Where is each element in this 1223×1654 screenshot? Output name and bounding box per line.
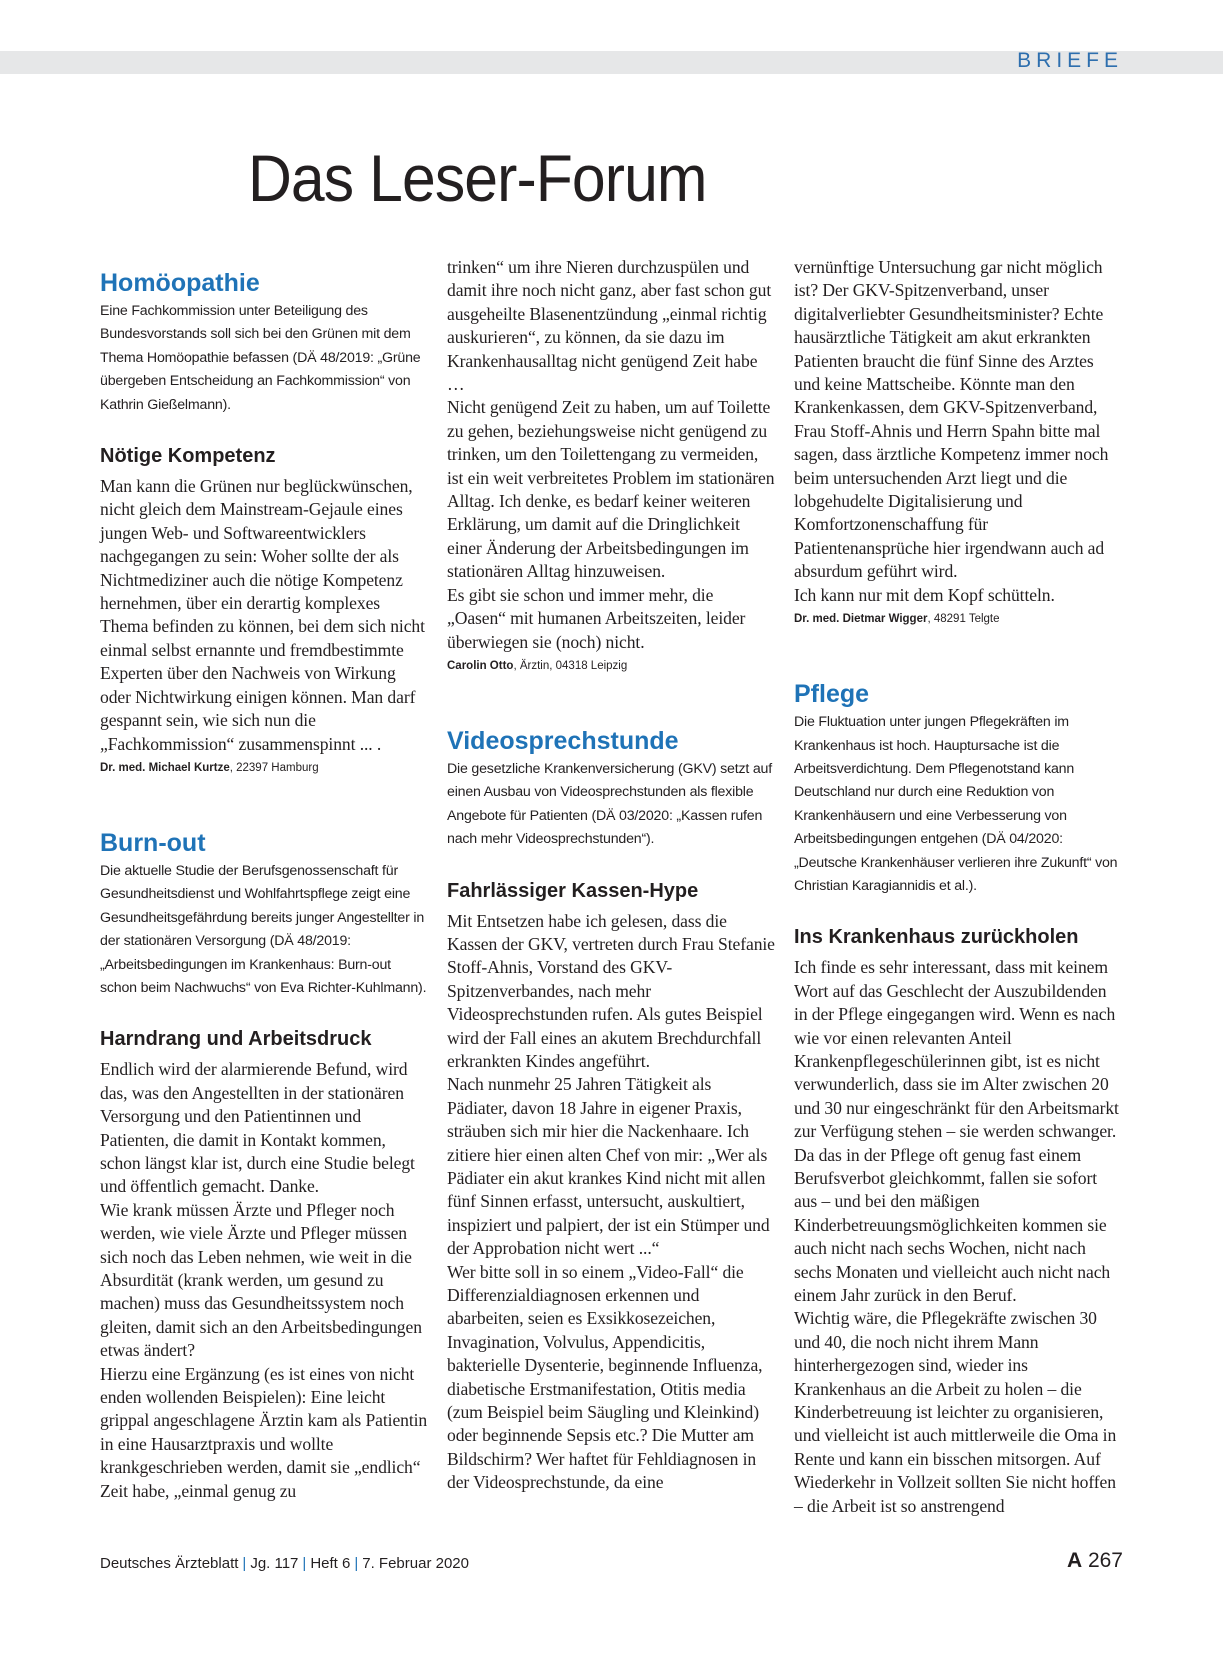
column-2 — [447, 256, 775, 1495]
separator: | — [354, 1555, 359, 1572]
journal-name: Deutsches Ärzteblatt — [100, 1555, 239, 1572]
topic-intro: Die gesetzliche Krankenversicherung (GKV) setzt auf einen Ausbau von Videosprechstunden als flexible Angebote für Patienten (DÄ 03/2020: „Kassen rufen nach mehr Videosprechstunden“). — [447, 760, 772, 848]
topic-heading: Videosprechstunde — [447, 726, 679, 755]
separator: | — [242, 1555, 247, 1572]
topic-heading: Burn-out — [100, 828, 206, 857]
page-number-value: 267 — [1087, 1549, 1123, 1572]
signature-location: , 22397 Hamburg — [229, 761, 319, 774]
page-number — [1067, 1549, 1123, 1573]
letter-signature — [447, 656, 775, 676]
letter-body: vernünftige Untersuchung gar nicht möglich ist? Der GKV-Spitzenverband, unser digitalverliebter Gesundheitsminister? Echte hausärztliche Tätigkeit am akut erkrankten Patienten braucht die fünf Sinne des Arztes und keine Mattscheibe. Könnte man den Krankenkassen, dem GKV-Spitzenverband, Frau Stoff-Ahnis und Herrn Spahn bitte mal sagen, dass ärztliche Kompetenz immer noch beim untersuchenden Arzt liegt und die lobgehudelte Digitalisierung und Komfortzonenschaffung für Patientenansprüche hier irgendwann auch ad absurdum geführt wird. — [794, 257, 1109, 582]
letter-body: Hierzu eine Ergänzung (es ist eines von nicht enden wollenden Beispielen): Eine leicht grippal angeschlagene Ärztin kam als Patientin in eine Hausarztpraxis und wollte krankgeschrieben werden, damit sie „endlich“ Zeit habe, „einmal genug zu — [100, 1363, 428, 1501]
letter-body: Ich finde es sehr interessant, dass mit keinem Wort auf das Geschlecht der Auszubildenden in der Pflege eingegangen wird. Wenn es nach wie vor einen relevanten Anteil Krankenpflegeschülerinnen gibt, ist es nicht verwunderlich, dass sie im Alter zwischen 20 und 30 nur eingeschränkt für den Arbeitsmarkt zur Verfügung stehen – sie werden schwanger. Da das in der Pflege oft genug fast einem Berufsverbot gleichkommt, fallen sie sofort aus – und bei den mäßigen Kinderbetreuungsmöglichkeiten kommen sie auch nicht nach sechs Wochen, nicht nach sechs Monaten und vielleicht auch nicht nach einem Jahr zurück in den Beruf. — [794, 957, 1119, 1306]
letter-title: Harndrang und Arbeitsdruck — [100, 1028, 372, 1051]
separator: | — [302, 1555, 307, 1572]
letter-body: Man kann die Grünen nur beglückwünschen, nicht gleich dem Mainstream-Gejaule eines jungen Web- und Softwareentwicklers nachgegangen zu sein: Woher sollte der als Nichtmediziner auch die nötige Kompetenz hernehmen, über ein derartig komplexes Thema befinden zu können, bei dem sich nicht einmal selbst ernannte und fremdbestimmte Experten über den Nachweis von Wirkung oder Nichtwirkung einigen können. Man darf gespannt sein, wie sich nun die „Fachkommission“ zusammenspinnt ... . — [100, 476, 425, 754]
page-title: Das Leser-Forum — [248, 141, 707, 215]
letter-signature — [100, 758, 428, 778]
signature-location: , Ärztin, 04318 Leipzig — [513, 659, 628, 672]
journal-date: 7. Februar 2020 — [362, 1555, 469, 1572]
column-3 — [794, 256, 1122, 1518]
signature-location: , 48291 Telgte — [927, 613, 1000, 626]
footer-citation — [100, 1555, 469, 1572]
letter-body: Endlich wird der alarmierende Befund, wird das, was den Angestellten in der stationären Versorgung und den Patientinnen und Patienten, die damit in Kontakt kommen, schon längst klar ist, durch eine Studie belegt und öffentlich gemacht. Danke. — [100, 1059, 415, 1197]
letter-body: Nicht genügend Zeit zu haben, um auf Toilette zu gehen, beziehungsweise nicht genügend zu trinken, um den Toilettengang zu vermeiden, ist ein weit verbreitetes Problem im stationären Alltag. Ich denke, es bedarf keiner weiteren Erklärung, um damit auf die Dringlichkeit einer Änderung der Arbeitsbedingungen im stationären Alltag hinzuweisen. — [447, 397, 775, 582]
letter-signature — [794, 609, 1122, 629]
signature-name: Carolin Otto — [447, 659, 514, 672]
topic-heading: Pflege — [794, 680, 870, 709]
letter-body: Nach nunmehr 25 Jahren Tätigkeit als Pädiater, davon 18 Jahre in eigener Praxis, sträuben sich mir hier die Nackenhaare. Ich zitiere hier einen alten Chef von mir: „Wer als Pädiater ein akut krankes Kind nicht mit allen fünf Sinnen erfasst, untersucht, auskultiert, inspiziert und palpiert, der ist ein Stümper und der Approbation nicht wert ...“ — [447, 1074, 770, 1259]
journal-volume: Jg. 117 — [250, 1555, 299, 1572]
topic-intro: Eine Fachkommission unter Beteiligung des Bundesvorstands soll sich bei den Grünen mit dem Thema Homöopathie befassen (DÄ 48/2019: „Grüne übergeben Entscheidung an Fachkommission“ von Kathrin Gießelmann). — [100, 303, 421, 413]
letter-body: Wie krank müssen Ärzte und Pfleger noch werden, wie viele Ärzte und Pfleger müssen sich noch das Leben nehmen, wie weit in die Absurdität (krank werden, um gesund zu machen) muss das Gesundheitssystem noch gleiten, damit sich an den Arbeitsbedingungen etwas ändert? — [100, 1199, 422, 1361]
journal-issue: Heft 6 — [310, 1555, 351, 1572]
column-1 — [100, 262, 428, 1503]
signature-name: Dr. med. Dietmar Wigger — [794, 613, 928, 626]
signature-name: Dr. med. Michael Kurtze — [100, 761, 230, 774]
topic-intro: Die aktuelle Studie der Berufsgenossenschaft für Gesundheitsdienst und Wohlfahrtspflege zeigt eine Gesundheitsgefährdung bereits junger Angestellter in der stationären Versorgung (DÄ 48/2019: „Arbeitsbedingungen im Krankenhaus: Burn-out schon beim Nachwuchs“ von Eva Richter-Kuhlmann). — [100, 862, 427, 996]
letter-body: Wichtig wäre, die Pflegekräfte zwischen 30 und 40, die noch nicht ihrem Mann hinterhergezogen sind, wieder ins Krankenhaus an die Arbeit zu holen – die Kinderbetreuung ist leichter zu organisieren, und vielleicht ist auch mittlerweile die Oma in Rente und kann ein bisschen mitsorgen. Auf Wiederkehr in Vollzeit sollten Sie nicht hoffen – die Arbeit ist so anstrengend — [794, 1308, 1117, 1516]
letter-title: Nötige Kompetenz — [100, 445, 276, 468]
topic-intro: Die Fluktuation unter jungen Pflegekräften im Krankenhaus ist hoch. Hauptursache ist die Arbeitsverdichtung. Dem Pflegenotstand kann Deutschland nur durch eine Reduktion von Krankenhäusern und eine Verbesserung von Arbeitsbedingungen entgehen (DÄ 04/2020: „Deutsche Krankenhäuser verlieren ihre Zukunft“ von Christian Karagiannidis et al.). — [794, 714, 1118, 894]
letter-body: Mit Entsetzen habe ich gelesen, dass die Kassen der GKV, vertreten durch Frau Stefanie Stoff-Ahnis, Vorstand des GKV-Spitzenverbandes, nach mehr Videosprechstunden rufen. Als gutes Beispiel wird der Fall eines an akutem Brechdurchfall erkrankten Kindes angeführt. — [447, 910, 775, 1071]
letter-title: Fahrlässiger Kassen-Hype — [447, 879, 699, 902]
letter-body: Es gibt sie schon und immer mehr, die „Oasen“ mit humanen Arbeitszeiten, leider überwiegen sie (noch) nicht. — [447, 584, 746, 652]
page-prefix: A — [1066, 1549, 1083, 1572]
topic-heading: Homöopathie — [100, 269, 260, 297]
letter-body: Ich kann nur mit dem Kopf schütteln. — [794, 584, 1055, 605]
letter-body: trinken“ um ihre Nieren durchzuspülen und damit ihre noch nicht ganz, aber fast schon gut ausgeheilte Blasenentzündung „einmal richtig auskurieren“, zu können, da sie dazu im Krankenhausalltag nicht genügend Zeit habe … — [447, 257, 772, 395]
section-label: BRIEFE — [1017, 49, 1123, 72]
letter-body: Wer bitte soll in so einem „Video-Fall“ die Differenzialdiagnosen erkennen und abarbeiten, seien es Exsikkosezeichen, Invagination, Volvulus, Appendicitis, bakterielle Dysenterie, beginnende Influenza, diabetische Erstmanifestation, Otitis media (zum Beispiel beim Säugling und Kleinkind) oder beginnende Sepsis etc.? Die Mutter am Bildschirm? Wer haftet für Fehldiagnosen in der Videosprechstunde, da eine — [447, 1261, 763, 1493]
letter-title: Ins Krankenhaus zurückholen — [794, 926, 1079, 949]
